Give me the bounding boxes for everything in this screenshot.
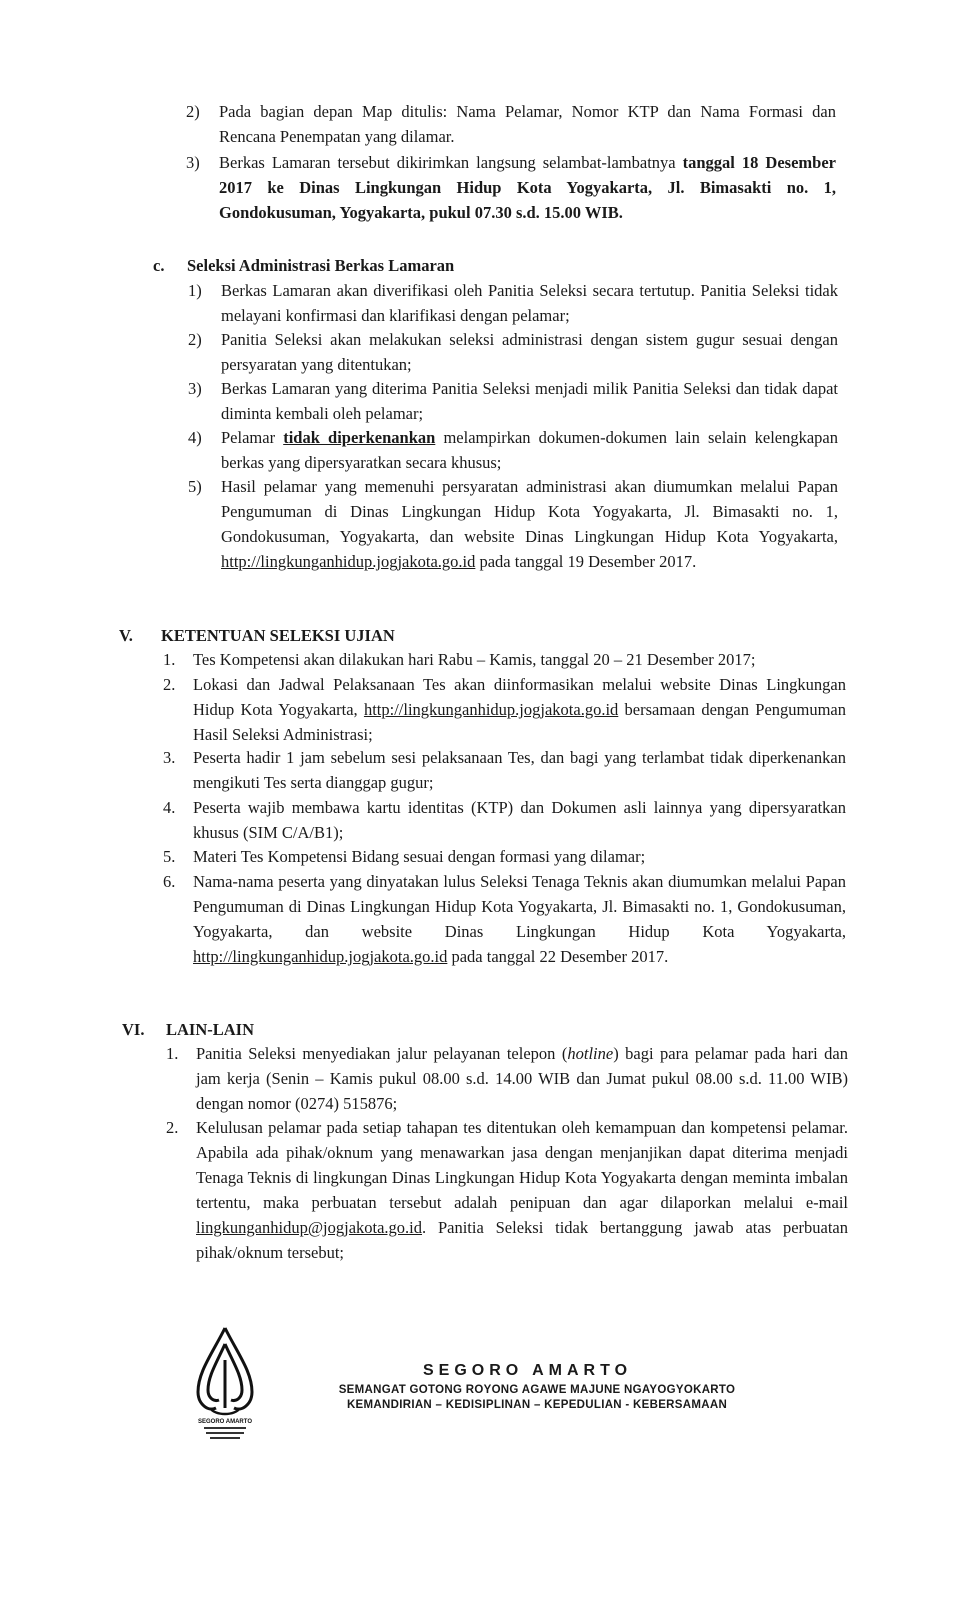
- item-text: Lokasi dan Jadwal Pelaksanaan Tes akan diinformasikan melalui website Dinas Lingkungan Hidup Kota Yogyakarta,: [193, 675, 846, 719]
- list-item: [188, 425, 838, 475]
- item-text: Peserta hadir 1 jam sebelum sesi pelaksanaan Tes, dan bagi yang terlambat tidak diperkenankan mengikuti Tes serta dianggap gugur;: [193, 748, 846, 792]
- list-item: [188, 474, 838, 574]
- deadline-text: tanggal 18 Desember 2017 ke Dinas Lingkungan Hidup Kota Yogyakarta, Jl. Bimasakti no. 1, Gondokusuman, Yogyakarta, pukul 07.30 s.d. 15.00 WIB.: [219, 153, 836, 222]
- item-number: 2.: [166, 1118, 179, 1137]
- item-text: Berkas Lamaran yang diterima Panitia Seleksi menjadi milik Panitia Seleksi dan tidak dapat diminta kembali oleh pelamar;: [221, 379, 838, 423]
- list-item: [186, 150, 836, 225]
- list-item: [163, 844, 846, 869]
- section-mark: VI.: [122, 1020, 145, 1039]
- item-text: ) bagi para pelamar pada hari dan jam kerja (Senin – Kamis pukul 08.00 s.d. 14.00 WIB dan Jumat pukul 08.00 s.d. 11.00 WIB) dengan nomor (0274) 515876;: [196, 1044, 848, 1113]
- item-number: 2): [186, 102, 200, 121]
- emphasis-text: tidak diperkenankan: [283, 428, 436, 447]
- item-text: Peserta wajib membawa kartu identitas (KTP) dan Dokumen asli lainnya yang dipersyaratkan khusus (SIM C/A/B1);: [193, 798, 846, 842]
- item-number: 5.: [163, 847, 176, 866]
- list-item: [163, 795, 846, 845]
- item-text: Pada bagian depan Map ditulis: Nama Pelamar, Nomor KTP dan Nama Formasi dan Rencana Penempatan yang dilamar.: [219, 102, 836, 146]
- item-text: Kelulusan pelamar pada setiap tahapan tes ditentukan oleh kemampuan dan kompetensi pelamar. Apabila ada pihak/oknum yang menawarkan jasa dengan menjanjikan dapat diterima menjadi Tenaga Teknis di lingkungan Dinas Lingkungan Hidup Kota Yogyakarta dengan meminta imbalan tertentu, maka perbuatan tersebut adalah penipuan dan agar dilaporkan melalui e-mail: [196, 1118, 848, 1212]
- item-text: Berkas Lamaran tersebut dikirimkan langsung selambat-lambatnya: [219, 153, 683, 172]
- website-link[interactable]: http://lingkunganhidup.jogjakota.go.id: [221, 552, 476, 571]
- item-number: 3): [188, 379, 202, 398]
- hotline-text: hotline: [567, 1044, 614, 1063]
- item-text: Panitia Seleksi akan melakukan seleksi administrasi dengan sistem gugur sesuai dengan persyaratan yang ditentukan;: [221, 330, 838, 374]
- email-link[interactable]: lingkunganhidup@jogjakota.go.id: [196, 1218, 423, 1237]
- item-number: 1): [188, 281, 202, 300]
- item-number: 2.: [163, 675, 176, 694]
- segoro-amarto-logo-icon: [190, 1324, 260, 1442]
- list-item: [188, 278, 838, 328]
- section-mark: c.: [153, 256, 165, 275]
- motto-line-1: SEMANGAT GOTONG ROYONG AGAWE MAJUNE NGAYOGYOKARTO: [338, 1384, 736, 1396]
- logo-caption: SEGORO AMARTO: [197, 1419, 253, 1425]
- list-item: [163, 647, 846, 672]
- item-text: bersamaan dengan Pengumuman Hasil Seleksi Administrasi;: [193, 700, 847, 744]
- list-item: [188, 327, 838, 377]
- item-number: 4): [188, 428, 202, 447]
- item-text: Tes Kompetensi akan dilakukan hari Rabu – Kamis, tanggal 20 – 21 Desember 2017;: [193, 650, 756, 669]
- list-item: [186, 99, 836, 149]
- list-item: [163, 745, 846, 795]
- item-number: 3.: [163, 748, 176, 767]
- section-title: Seleksi Administrasi Berkas Lamaran: [187, 256, 455, 275]
- item-number: 1.: [166, 1044, 179, 1063]
- item-text: Hasil pelamar yang memenuhi persyaratan administrasi akan diumumkan melalui Papan Pengumuman di Dinas Lingkungan Hidup Kota Yogyakarta, Jl. Bimasakti no. 1, Gondokusuman, Yogyakarta, dan website Dinas Lingkungan Hidup Kota Yogyakarta,: [221, 477, 838, 546]
- list-item: [163, 869, 846, 969]
- website-link[interactable]: http://lingkunganhidup.jogjakota.go.id: [363, 700, 619, 719]
- item-text: Berkas Lamaran akan diverifikasi oleh Panitia Seleksi secara tertutup. Panitia Seleksi tidak melayani konfirmasi dan klarifikasi dengan pelamar;: [221, 281, 838, 325]
- item-number: 4.: [163, 798, 176, 817]
- item-text: Pelamar: [221, 428, 284, 447]
- item-text: melampirkan dokumen-dokumen lain selain kelengkapan berkas yang dipersyaratkan secara khusus;: [221, 428, 838, 472]
- list-item: [163, 672, 846, 747]
- brand-name: SEGORO AMARTO: [423, 1362, 633, 1379]
- item-number: 1.: [163, 650, 176, 669]
- section-mark: V.: [119, 626, 133, 645]
- list-item: [166, 1041, 848, 1116]
- list-item: [166, 1115, 848, 1265]
- item-text: pada tanggal 22 Desember 2017.: [447, 947, 669, 966]
- footer: [190, 1324, 790, 1444]
- item-text: pada tanggal 19 Desember 2017.: [475, 552, 697, 571]
- website-link[interactable]: http://lingkunganhidup.jogjakota.go.id: [193, 947, 448, 966]
- item-text: Nama-nama peserta yang dinyatakan lulus Seleksi Tenaga Teknis akan diumumkan melalui Papan Pengumuman di Dinas Lingkungan Hidup Kota Yogyakarta, Jl. Bimasakti no. 1, Gondokusuman, Yogyakarta, dan website Dinas Lingkungan Hidup Kota Yogyakarta,: [193, 872, 846, 941]
- item-number: 3): [186, 153, 200, 172]
- section-title: LAIN-LAIN: [166, 1020, 255, 1039]
- item-number: 5): [188, 477, 202, 496]
- item-number: 2): [188, 330, 202, 349]
- item-text: . Panitia Seleksi tidak bertanggung jawab atas perbuatan pihak/oknum tersebut;: [196, 1218, 848, 1262]
- item-text: Materi Tes Kompetensi Bidang sesuai dengan formasi yang dilamar;: [193, 847, 646, 866]
- item-text: Panitia Seleksi menyediakan jalur pelayanan telepon (: [196, 1044, 568, 1063]
- list-item: [188, 376, 838, 426]
- motto-line-2: KEMANDIRIAN – KEDISIPLINAN – KEPEDULIAN - KEBERSAMAAN: [346, 1399, 728, 1411]
- item-number: 6.: [163, 872, 176, 891]
- section-title: KETENTUAN SELEKSI UJIAN: [161, 626, 395, 645]
